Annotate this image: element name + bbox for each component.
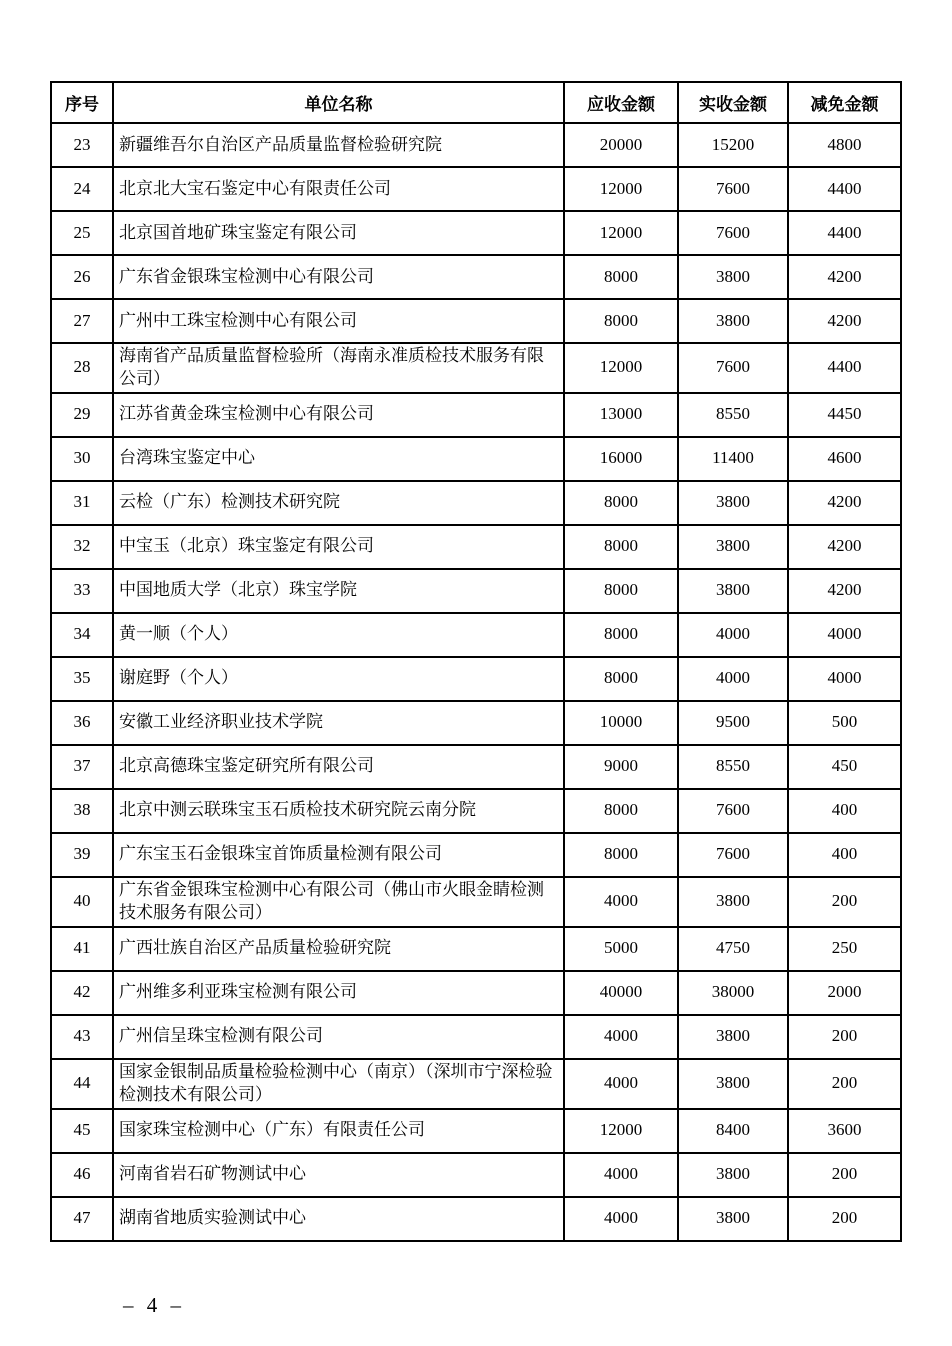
- cell-seq: 38: [51, 789, 113, 833]
- cell-unit-name: 广东省金银珠宝检测中心有限公司: [113, 255, 564, 299]
- cell-amount-received: 7600: [678, 789, 788, 833]
- cell-amount-received: 7600: [678, 343, 788, 393]
- cell-amount-receivable: 12000: [564, 167, 678, 211]
- cell-amount-reduced: 200: [788, 1059, 901, 1109]
- cell-seq: 30: [51, 437, 113, 481]
- cell-seq: 44: [51, 1059, 113, 1109]
- cell-seq: 36: [51, 701, 113, 745]
- cell-seq: 40: [51, 877, 113, 927]
- cell-amount-reduced: 400: [788, 789, 901, 833]
- cell-seq: 31: [51, 481, 113, 525]
- cell-unit-name: 广西壮族自治区产品质量检验研究院: [113, 927, 564, 971]
- cell-amount-receivable: 8000: [564, 613, 678, 657]
- cell-amount-received: 7600: [678, 833, 788, 877]
- cell-amount-receivable: 8000: [564, 525, 678, 569]
- header-seq: 序号: [51, 82, 113, 123]
- cell-amount-reduced: 4200: [788, 299, 901, 343]
- table-row: [51, 167, 901, 211]
- cell-amount-received: 3800: [678, 1015, 788, 1059]
- cell-seq: 35: [51, 657, 113, 701]
- header-amount-reduced: 减免金额: [788, 82, 901, 123]
- cell-amount-reduced: 4800: [788, 123, 901, 167]
- cell-unit-name: 广州维多利亚珠宝检测有限公司: [113, 971, 564, 1015]
- cell-amount-receivable: 8000: [564, 255, 678, 299]
- cell-amount-reduced: 200: [788, 877, 901, 927]
- cell-amount-received: 3800: [678, 1153, 788, 1197]
- cell-seq: 33: [51, 569, 113, 613]
- cell-amount-reduced: 4000: [788, 657, 901, 701]
- table-row: [51, 1153, 901, 1197]
- cell-unit-name: 国家金银制品质量检验检测中心（南京）（深圳市宁深检验检测技术有限公司）: [113, 1059, 564, 1109]
- table-row: [51, 481, 901, 525]
- cell-amount-reduced: 3600: [788, 1109, 901, 1153]
- cell-unit-name: 海南省产品质量监督检验所（海南永准质检技术服务有限公司）: [113, 343, 564, 393]
- cell-unit-name: 谢庭野（个人）: [113, 657, 564, 701]
- cell-unit-name: 江苏省黄金珠宝检测中心有限公司: [113, 393, 564, 437]
- cell-amount-received: 15200: [678, 123, 788, 167]
- cell-amount-received: 4000: [678, 657, 788, 701]
- cell-amount-receivable: 8000: [564, 833, 678, 877]
- table-row: [51, 393, 901, 437]
- cell-amount-receivable: 10000: [564, 701, 678, 745]
- cell-amount-reduced: 200: [788, 1015, 901, 1059]
- cell-amount-received: 4750: [678, 927, 788, 971]
- cell-amount-reduced: 2000: [788, 971, 901, 1015]
- cell-amount-received: 7600: [678, 167, 788, 211]
- cell-unit-name: 台湾珠宝鉴定中心: [113, 437, 564, 481]
- cell-seq: 24: [51, 167, 113, 211]
- table-row: [51, 211, 901, 255]
- cell-unit-name: 湖南省地质实验测试中心: [113, 1197, 564, 1241]
- cell-amount-receivable: 20000: [564, 123, 678, 167]
- cell-amount-received: 8550: [678, 745, 788, 789]
- table-row: [51, 927, 901, 971]
- cell-amount-receivable: 4000: [564, 877, 678, 927]
- cell-unit-name: 北京国首地矿珠宝鉴定有限公司: [113, 211, 564, 255]
- fee-table: [50, 81, 902, 1242]
- cell-amount-receivable: 4000: [564, 1059, 678, 1109]
- cell-seq: 28: [51, 343, 113, 393]
- cell-seq: 46: [51, 1153, 113, 1197]
- cell-amount-received: 3800: [678, 481, 788, 525]
- cell-unit-name: 中宝玉（北京）珠宝鉴定有限公司: [113, 525, 564, 569]
- cell-seq: 23: [51, 123, 113, 167]
- cell-amount-reduced: 4200: [788, 569, 901, 613]
- cell-amount-receivable: 12000: [564, 211, 678, 255]
- cell-unit-name: 安徽工业经济职业技术学院: [113, 701, 564, 745]
- cell-seq: 43: [51, 1015, 113, 1059]
- cell-seq: 47: [51, 1197, 113, 1241]
- cell-unit-name: 国家珠宝检测中心（广东）有限责任公司: [113, 1109, 564, 1153]
- table-row: [51, 657, 901, 701]
- cell-amount-receivable: 4000: [564, 1197, 678, 1241]
- cell-unit-name: 新疆维吾尔自治区产品质量监督检验研究院: [113, 123, 564, 167]
- cell-amount-reduced: 450: [788, 745, 901, 789]
- cell-amount-reduced: 4400: [788, 167, 901, 211]
- cell-amount-reduced: 4000: [788, 613, 901, 657]
- cell-amount-received: 3800: [678, 1059, 788, 1109]
- cell-amount-reduced: 4400: [788, 211, 901, 255]
- table-row: [51, 123, 901, 167]
- cell-amount-received: 11400: [678, 437, 788, 481]
- header-amount-received: 实收金额: [678, 82, 788, 123]
- table-row: [51, 569, 901, 613]
- header-unit-name: 单位名称: [113, 82, 564, 123]
- cell-amount-received: 8550: [678, 393, 788, 437]
- cell-amount-receivable: 9000: [564, 745, 678, 789]
- cell-amount-reduced: 4200: [788, 525, 901, 569]
- cell-amount-received: 9500: [678, 701, 788, 745]
- table-row: [51, 701, 901, 745]
- cell-seq: 45: [51, 1109, 113, 1153]
- cell-amount-receivable: 13000: [564, 393, 678, 437]
- table-row: [51, 299, 901, 343]
- cell-amount-receivable: 8000: [564, 481, 678, 525]
- cell-amount-receivable: 4000: [564, 1153, 678, 1197]
- table-row: [51, 1197, 901, 1241]
- cell-amount-received: 8400: [678, 1109, 788, 1153]
- cell-seq: 41: [51, 927, 113, 971]
- table-row: [51, 833, 901, 877]
- table-row: [51, 525, 901, 569]
- cell-amount-reduced: 4400: [788, 343, 901, 393]
- table-row: [51, 1059, 901, 1109]
- cell-amount-reduced: 200: [788, 1197, 901, 1241]
- cell-amount-reduced: 4600: [788, 437, 901, 481]
- cell-seq: 25: [51, 211, 113, 255]
- page-number: – 4 –: [123, 1293, 185, 1317]
- cell-seq: 26: [51, 255, 113, 299]
- cell-amount-receivable: 40000: [564, 971, 678, 1015]
- cell-amount-receivable: 8000: [564, 789, 678, 833]
- cell-amount-reduced: 4200: [788, 255, 901, 299]
- table-header-row: [51, 82, 901, 123]
- cell-seq: 29: [51, 393, 113, 437]
- cell-amount-received: 7600: [678, 211, 788, 255]
- cell-amount-reduced: 400: [788, 833, 901, 877]
- table-row: [51, 789, 901, 833]
- cell-unit-name: 云检（广东）检测技术研究院: [113, 481, 564, 525]
- cell-seq: 42: [51, 971, 113, 1015]
- cell-seq: 34: [51, 613, 113, 657]
- table-row: [51, 971, 901, 1015]
- cell-amount-receivable: 12000: [564, 1109, 678, 1153]
- table-row: [51, 1015, 901, 1059]
- cell-amount-received: 3800: [678, 877, 788, 927]
- cell-amount-received: 3800: [678, 569, 788, 613]
- cell-unit-name: 广东宝玉石金银珠宝首饰质量检测有限公司: [113, 833, 564, 877]
- cell-amount-received: 3800: [678, 525, 788, 569]
- table-row: [51, 877, 901, 927]
- table-row: [51, 1109, 901, 1153]
- cell-seq: 37: [51, 745, 113, 789]
- cell-unit-name: 广东省金银珠宝检测中心有限公司（佛山市火眼金睛检测技术服务有限公司）: [113, 877, 564, 927]
- cell-unit-name: 北京高德珠宝鉴定研究所有限公司: [113, 745, 564, 789]
- cell-amount-receivable: 12000: [564, 343, 678, 393]
- cell-amount-receivable: 4000: [564, 1015, 678, 1059]
- cell-amount-reduced: 4200: [788, 481, 901, 525]
- cell-amount-received: 3800: [678, 1197, 788, 1241]
- cell-seq: 39: [51, 833, 113, 877]
- table-row: [51, 255, 901, 299]
- cell-unit-name: 北京中测云联珠宝玉石质检技术研究院云南分院: [113, 789, 564, 833]
- cell-unit-name: 北京北大宝石鉴定中心有限责任公司: [113, 167, 564, 211]
- cell-amount-reduced: 500: [788, 701, 901, 745]
- cell-amount-reduced: 200: [788, 1153, 901, 1197]
- cell-amount-receivable: 8000: [564, 657, 678, 701]
- cell-unit-name: 河南省岩石矿物测试中心: [113, 1153, 564, 1197]
- cell-amount-receivable: 16000: [564, 437, 678, 481]
- cell-unit-name: 中国地质大学（北京）珠宝学院: [113, 569, 564, 613]
- cell-amount-received: 38000: [678, 971, 788, 1015]
- cell-amount-receivable: 8000: [564, 569, 678, 613]
- cell-unit-name: 广州信呈珠宝检测有限公司: [113, 1015, 564, 1059]
- table-row: [51, 343, 901, 393]
- cell-amount-reduced: 250: [788, 927, 901, 971]
- cell-amount-receivable: 8000: [564, 299, 678, 343]
- cell-amount-received: 3800: [678, 299, 788, 343]
- cell-unit-name: 广州中工珠宝检测中心有限公司: [113, 299, 564, 343]
- cell-seq: 27: [51, 299, 113, 343]
- cell-amount-reduced: 4450: [788, 393, 901, 437]
- cell-seq: 32: [51, 525, 113, 569]
- table-row: [51, 613, 901, 657]
- cell-unit-name: 黄一顺（个人）: [113, 613, 564, 657]
- table-row: [51, 437, 901, 481]
- table-row: [51, 745, 901, 789]
- cell-amount-received: 3800: [678, 255, 788, 299]
- cell-amount-receivable: 5000: [564, 927, 678, 971]
- header-amount-receivable: 应收金额: [564, 82, 678, 123]
- cell-amount-received: 4000: [678, 613, 788, 657]
